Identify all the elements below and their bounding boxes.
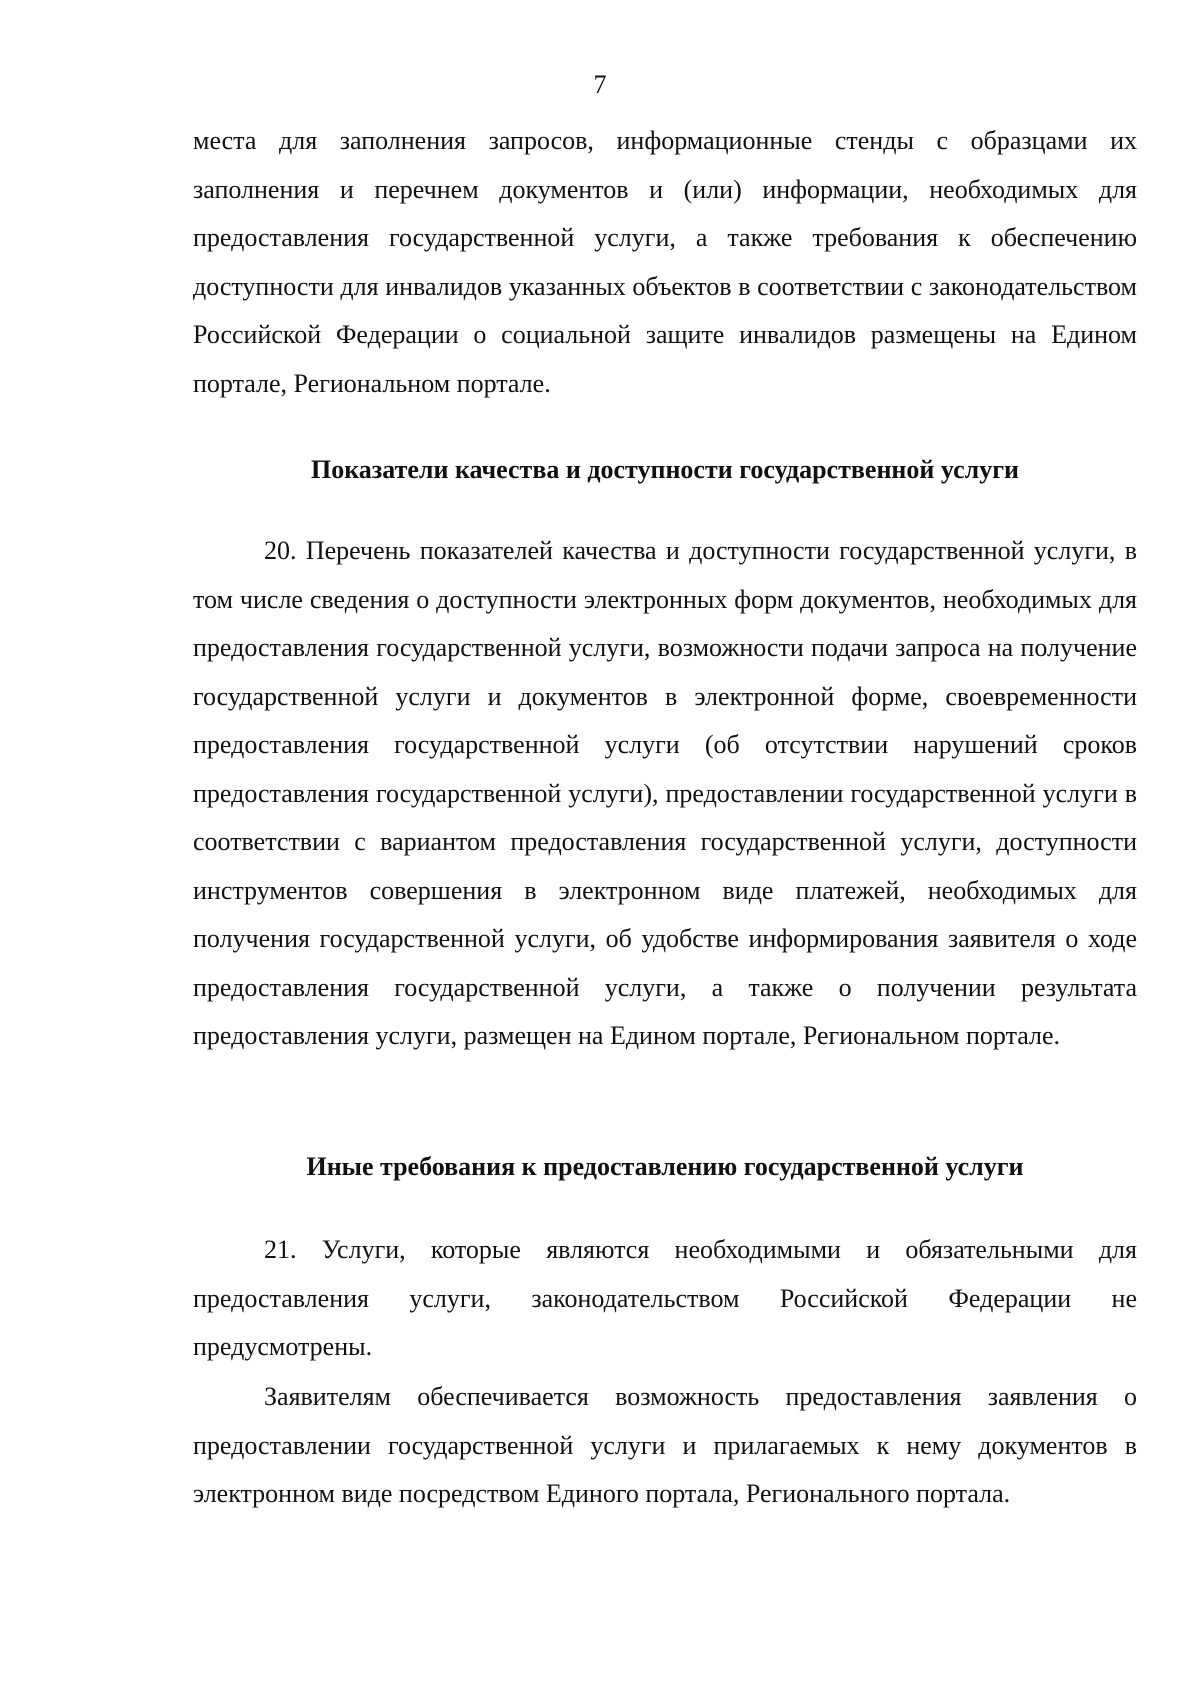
- paragraph-top: [193, 117, 1137, 408]
- paragraph-21: [193, 1226, 1137, 1372]
- section-heading-other-requirements-text: Иные требования к предоставлению государственной услуги: [306, 1152, 1024, 1181]
- paragraph-20-text: 20. Перечень показателей качества и доступности государственной услуги, в том числе сведения о доступности электронных форм документов, необходимых для предоставления государственной услуги, возможности подачи запроса на получение государственной услуги и документов в электронной форме, своевременности предоставления государственной услуги (об отсутствии нарушений сроков предоставления государственной услуги), предоставлении государственной услуги в соответствии с вариантом предоставления государственной услуги, доступности инструментов совершения в электронном виде платежей, необходимых для получения государственной услуги, об удобстве информирования заявителя о ходе предоставления государственной услуги, а также о получении результата предоставления услуги, размещен на Едином портале, Региональном портале.: [193, 536, 1137, 1050]
- page-number: 7: [593, 70, 607, 99]
- section-heading-quality-text: Показатели качества и доступности государственной услуги: [310, 455, 1020, 484]
- section-heading-other-requirements: [193, 1143, 1137, 1191]
- paragraph-21-applicants-text: Заявителям обеспечивается возможность предоставления заявления о предоставлении государственной услуги и прилагаемых к нему документов в электронном виде посредством Единого портала, Регионального портала.: [193, 1382, 1137, 1508]
- paragraph-21-applicants: [193, 1373, 1137, 1519]
- paragraph-20: [193, 527, 1137, 1061]
- paragraph-21-text: 21. Услуги, которые являются необходимыми и обязательными для предоставления услуги, законодательством Российской Федерации не предусмотрены.: [193, 1235, 1137, 1361]
- paragraph-top-text: места для заполнения запросов, информационные стенды с образцами их заполнения и перечнем документов и (или) информации, необходимых для предоставления государственной услуги, а также требования к обеспечению доступности для инвалидов указанных объектов в соответствии с законодательством Российской Федерации о социальной защите инвалидов размещены на Едином портале, Региональном портале.: [193, 126, 1137, 398]
- section-heading-quality: [193, 446, 1137, 494]
